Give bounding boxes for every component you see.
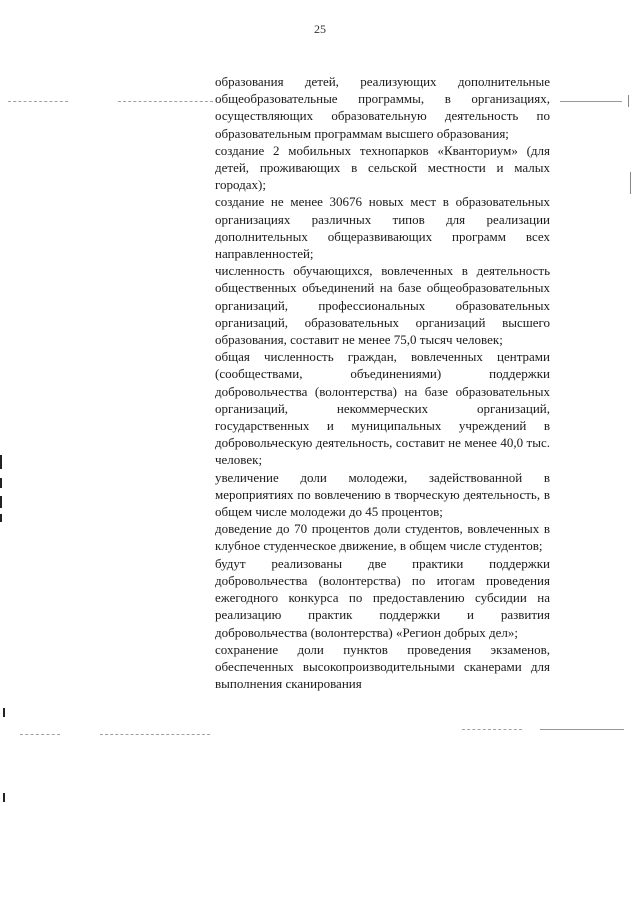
paragraph: сохранение доли пунктов проведения экзаменов, обеспеченных высокопроизводительными сканерами для выполнения сканирования <box>215 641 550 692</box>
page-number: 25 <box>314 22 326 36</box>
scan-edge-mark <box>3 793 5 802</box>
scan-edge-mark <box>3 708 5 717</box>
scan-artifact-line <box>8 101 68 102</box>
paragraph: образования детей, реализующих дополнительные общеобразовательные программы, в организациях, осуществляющих образовательную деятельность по образовательным программам высшего образования; <box>215 74 550 141</box>
scan-artifact-line <box>560 101 622 102</box>
scan-edge-mark <box>630 172 631 194</box>
paragraph: создание не менее 30676 новых мест в образовательных организациях различных типов для реализации дополнительных общеразвивающих программ всех направленностей; <box>215 194 550 262</box>
paragraph: увеличение доли молодежи, задействованной в мероприятиях по вовлечению в творческую деятельность, в общем числе молодежи до 45 процентов; <box>215 469 550 520</box>
paragraph: создание 2 мобильных технопарков «Кванториум» (для детей, проживающих в сельской местности и малых городах); <box>215 142 550 193</box>
document-body <box>215 73 550 692</box>
paragraph: доведение до 70 процентов доли студентов, вовлеченных в клубное студенческое движение, в общем числе студентов; <box>215 521 550 554</box>
scan-edge-mark <box>0 478 2 488</box>
scan-edge-mark <box>0 496 2 508</box>
scan-artifact-line <box>462 729 522 730</box>
scan-artifact-line <box>20 734 60 735</box>
scan-artifact-line <box>540 729 624 730</box>
paragraph: общая численность граждан, вовлеченных центрами (сообществами, объединениями) поддержки добровольчества (волонтерства) на базе образовательных организаций, некоммерческих организаций, государственных и муниципальных учреждений в добровольческую деятельность, составит не менее 40,0 тыс. человек; <box>215 349 550 468</box>
scan-artifact-line <box>100 734 210 735</box>
scan-edge-mark <box>0 455 2 469</box>
scan-edge-mark <box>0 514 2 522</box>
scan-edge-mark <box>628 95 629 107</box>
paragraph: будут реализованы две практики поддержки добровольчества (волонтерства) по итогам проведения ежегодного конкурса по предоставлению субсидии на реализацию практик поддержки и развития добровольчества (волонтерства) «Регион добрых дел»; <box>215 555 550 640</box>
scan-artifact-line <box>118 101 213 102</box>
paragraph: численность обучающихся, вовлеченных в деятельность общественных объединений на базе общеобразовательных организаций, профессиональных образовательных организаций, образовательных организаций высшего образования, составит не менее 75,0 тысяч человек; <box>215 263 550 348</box>
